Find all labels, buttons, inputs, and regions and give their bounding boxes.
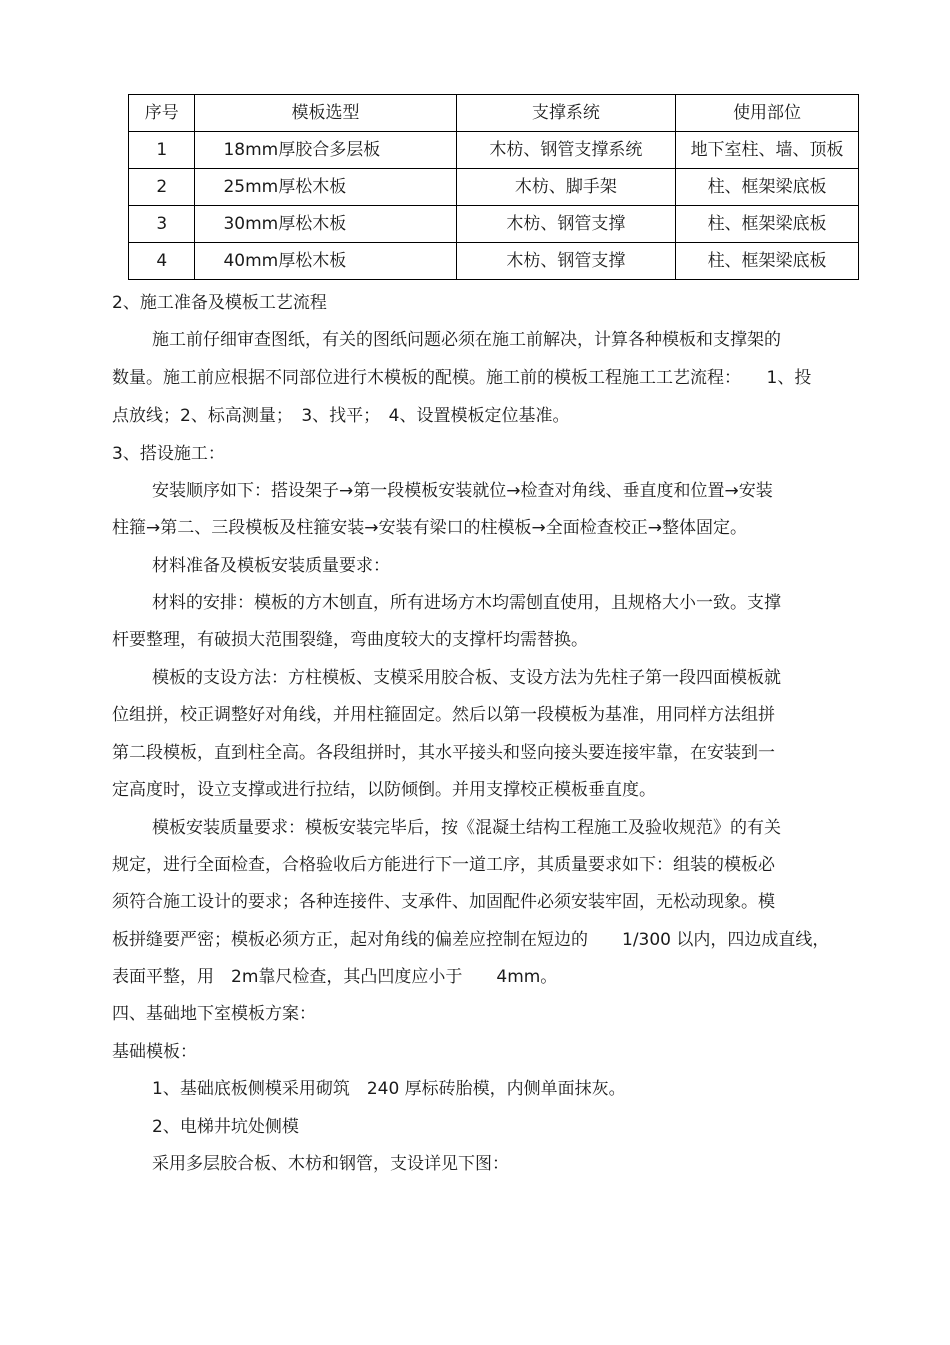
paragraph-line: 模板安装质量要求：模板安装完毕后，按《混凝土结构工程施工及验收规范》的有关: [152, 818, 781, 838]
table-cell: 4: [129, 243, 195, 280]
table-row: [129, 132, 859, 169]
paragraph-line: 点放线；2、标高测量； 3、找平； 4、设置模板定位基准。: [112, 406, 570, 426]
subsection-heading: 基础模板：: [112, 1042, 197, 1062]
table-cell: 柱、框架梁底板: [676, 243, 859, 280]
paragraph-line: 2、电梯井坑处侧模: [152, 1117, 299, 1137]
section-heading: 四、基础地下室模板方案：: [112, 1004, 316, 1024]
header-cell: 使用部位: [676, 95, 859, 132]
table-cell: 木枋、钢管支撑系统: [456, 132, 676, 169]
paragraph-line: 材料准备及模板安装质量要求：: [152, 556, 390, 576]
table-row: [129, 169, 859, 206]
paragraph-line: 数量。施工前应根据不同部位进行木模板的配模。施工前的模板工程施工工艺流程： 1、投: [112, 368, 812, 388]
table-row: [129, 206, 859, 243]
paragraph-line: 材料的安排：模板的方木刨直，所有进场方木均需刨直使用，且规格大小一致。支撑: [152, 593, 781, 613]
table-cell: 木枋、脚手架: [456, 169, 676, 206]
paragraph-line: 规定，进行全面检查，合格验收后方能进行下一道工序，其质量要求如下：组装的模板必: [112, 855, 775, 875]
header-cell: 支撑系统: [456, 95, 676, 132]
paragraph-line: 须符合施工设计的要求；各种连接件、支承件、加固配件必须安装牢固，无松动现象。模: [112, 892, 775, 912]
paragraph-line: 安装顺序如下：搭设架子→第一段模板安装就位→检查对角线、垂直度和位置→安装: [152, 481, 773, 501]
table-cell: 40mm厚松木板: [195, 243, 456, 280]
paragraph-line: 杆要整理，有破损大范围裂缝，弯曲度较大的支撑杆均需替换。: [112, 630, 588, 650]
table-row: [129, 243, 859, 280]
section-heading: 3、搭设施工：: [112, 444, 225, 464]
table-cell: 30mm厚松木板: [195, 206, 456, 243]
paragraph-line: 定高度时，设立支撑或进行拉结，以防倾倒。并用支撑校正模板垂直度。: [112, 780, 656, 800]
table-cell: 地下室柱、墙、顶板: [676, 132, 859, 169]
paragraph-line: 第二段模板，直到柱全高。各段组拼时，其水平接头和竖向接头要连接牢靠，在安装到一: [112, 743, 775, 763]
table-cell: 2: [129, 169, 195, 206]
paragraph-line: 模板的支设方法：方柱模板、支模采用胶合板、支设方法为先柱子第一段四面模板就: [152, 668, 781, 688]
paragraph-line: 采用多层胶合板、木枋和钢管，支设详见下图：: [152, 1154, 509, 1174]
header-cell: 序号: [129, 95, 195, 132]
table-cell: 18mm厚胶合多层板: [195, 132, 456, 169]
table-cell: 柱、框架梁底板: [676, 206, 859, 243]
table-cell: 25mm厚松木板: [195, 169, 456, 206]
table-cell: 木枋、钢管支撑: [456, 206, 676, 243]
paragraph-line: 1、基础底板侧模采用砌筑 240 厚标砖胎模，内侧单面抹灰。: [152, 1079, 626, 1099]
table-header-row: [129, 95, 859, 132]
paragraph-line: 表面平整，用 2m靠尺检查，其凸凹度应小于 4mm。: [112, 967, 558, 987]
formwork-table: [128, 94, 859, 280]
paragraph-line: 施工前仔细审查图纸，有关的图纸问题必须在施工前解决，计算各种模板和支撑架的: [152, 330, 781, 350]
paragraph-line: 柱箍→第二、三段模板及柱箍安装→安装有梁口的柱模板→全面检查校正→整体固定。: [112, 518, 747, 538]
section-heading: 2、施工准备及模板工艺流程: [112, 293, 327, 313]
table-cell: 柱、框架梁底板: [676, 169, 859, 206]
table-cell: 1: [129, 132, 195, 169]
paragraph-line: 板拼缝要严密；模板必须方正，起对角线的偏差应控制在短边的 1/300 以内，四边成直线，: [112, 930, 830, 950]
table-cell: 木枋、钢管支撑: [456, 243, 676, 280]
header-cell: 模板选型: [195, 95, 456, 132]
paragraph-line: 位组拼，校正调整好对角线，并用柱箍固定。然后以第一段模板为基准，用同样方法组拼: [112, 705, 775, 725]
table-cell: 3: [129, 206, 195, 243]
